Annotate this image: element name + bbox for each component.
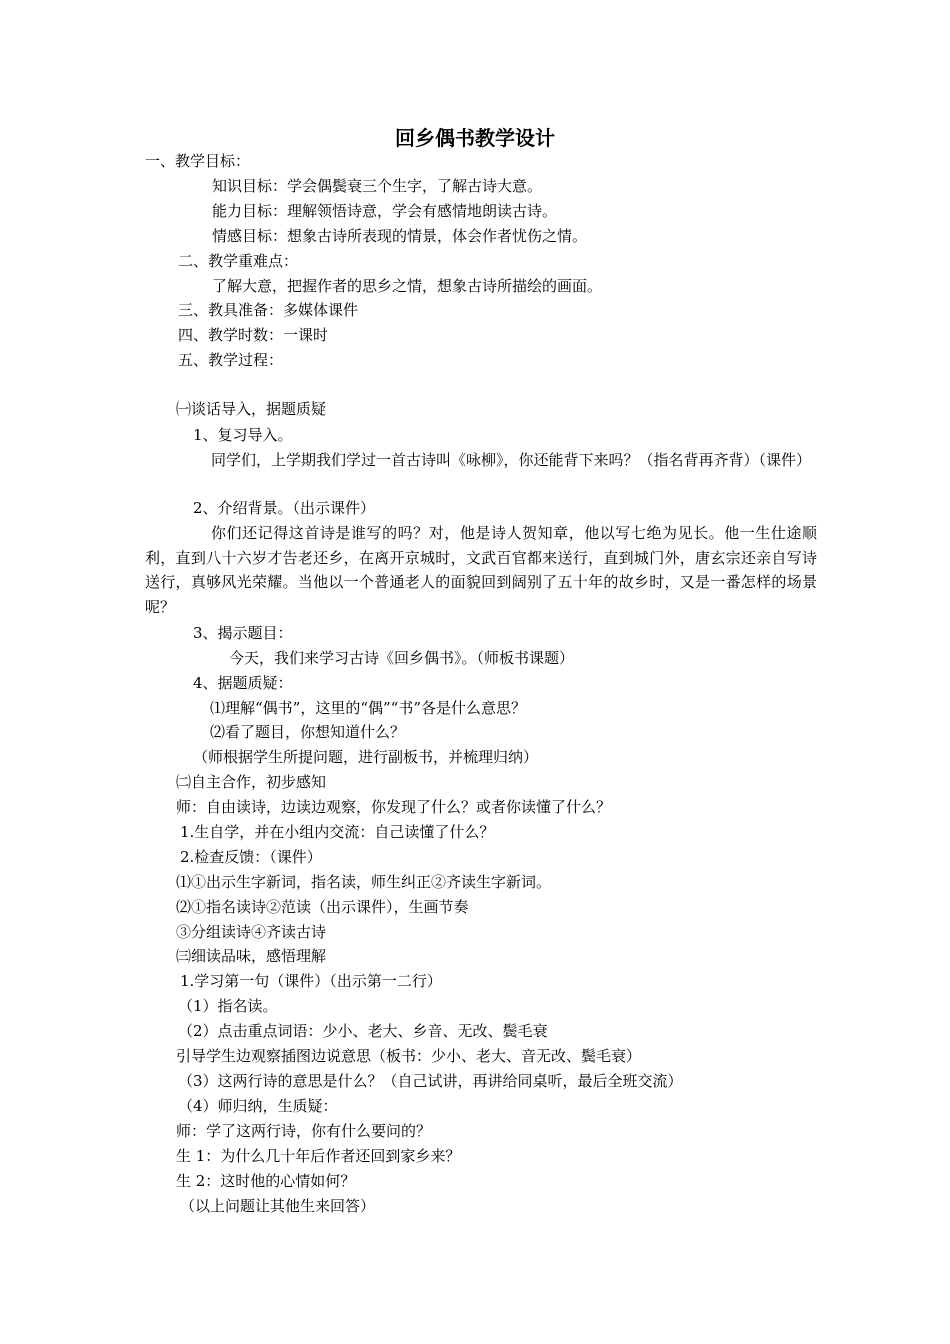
key-points-heading: 二、教学重难点：	[178, 252, 299, 270]
part3-note: （以上问题让其他生来回答）	[180, 1197, 376, 1215]
part1-heading: ㈠谈话导入，据题质疑	[176, 400, 327, 418]
part3-step1a: （1）指名读。	[178, 997, 278, 1015]
part3-step1: 1.学习第一句（课件）（出示第一二行）	[180, 972, 442, 990]
part3-step1c: （3）这两行诗的意思是什么？（自己试讲，再讲给同桌听，最后全班交流）	[178, 1072, 683, 1090]
part3-step1b: （2）点击重点词语：少小、老大、乡音、无改、鬓毛衰	[178, 1022, 548, 1040]
part2-step2a: ⑴①出示生字新词，指名读，师生纠正②齐读生字新词。	[176, 873, 552, 891]
part2-teacher: 师：自由读诗，边读边观察，你发现了什么？或者你读懂了什么？	[176, 798, 612, 816]
part2-step2c: ③分组读诗④齐读古诗	[176, 923, 327, 941]
teaching-hours: 四、教学时数：一课时	[178, 326, 329, 344]
step1-paragraph: 同学们，上学期我们学过一首古诗叫《咏柳》，你还能背下来吗？（指名背再齐背）（课件）	[211, 451, 812, 469]
part3-heading: ㈢细读品味，感悟理解	[176, 947, 327, 965]
question-note: （师根据学生所提问题，进行副板书，并梳理归纳）	[193, 748, 539, 766]
step3-text: 今天，我们来学习古诗《回乡偶书》。（师板书课题）	[229, 649, 575, 667]
goal-ability: 能力目标：理解领悟诗意，学会有感情地朗读古诗。	[212, 202, 558, 220]
question-2: ⑵看了题目，你想知道什么？	[210, 723, 406, 741]
question-1: ⑴理解“偶书”，这里的“偶”“书”各是什么意思？	[210, 699, 527, 717]
goal-emotion: 情感目标：想象古诗所表现的情景，体会作者忧伤之情。	[212, 227, 588, 245]
step4-heading: 4、据题质疑：	[193, 674, 293, 692]
step2-paragraph: 你们还记得这首诗是谁写的吗？对，他是诗人贺知章，他以写七绝为见长。他一生仕途顺利，直到八十六岁才告老还乡，在离开京城时，文武百官都来送行，直到城门外，唐玄宗还亲自写诗送行，真够风光荣耀。当他以一个普通老人的面貌回到阔别了五十年的故乡时，又是一番怎样的场景呢？	[145, 524, 817, 617]
goal-knowledge: 知识目标：学会偶鬓衰三个生字，了解古诗大意。	[212, 177, 543, 195]
part2-step1: 1.生自学，并在小组内交流：自己读懂了什么？	[180, 823, 495, 841]
step1-heading: 1、复习导入。	[193, 426, 293, 444]
part3-teacher: 师：学了这两行诗，你有什么要问的？	[176, 1122, 432, 1140]
process-heading: 五、教学过程：	[178, 351, 284, 369]
step3-heading: 3、揭示题目：	[193, 624, 293, 642]
goals-heading: 一、教学目标：	[145, 152, 251, 170]
part3-step1d: （4）师归纳，生质疑：	[178, 1097, 338, 1115]
part2-step2: 2.检查反馈：（课件）	[180, 848, 322, 866]
part2-step2b: ⑵①指名读诗②范读（出示课件），生画节奏	[176, 898, 469, 916]
teaching-tools: 三、教具准备：多媒体课件	[178, 301, 359, 319]
part2-heading: ㈡自主合作，初步感知	[176, 773, 327, 791]
key-points-text: 了解大意，把握作者的思乡之情，想象古诗所描绘的画面。	[212, 277, 603, 295]
step2-heading: 2、介绍背景。（出示课件）	[193, 499, 376, 517]
part3-student1: 生 1：为什么几十年后作者还回到家乡来？	[176, 1147, 461, 1165]
part3-guide: 引导学生边观察插图边说意思（板书：少小、老大、音无改、鬓毛衰）	[176, 1047, 642, 1065]
part3-student2: 生 2：这时他的心情如何？	[176, 1172, 356, 1190]
page-title: 回乡偶书教学设计	[395, 126, 555, 150]
